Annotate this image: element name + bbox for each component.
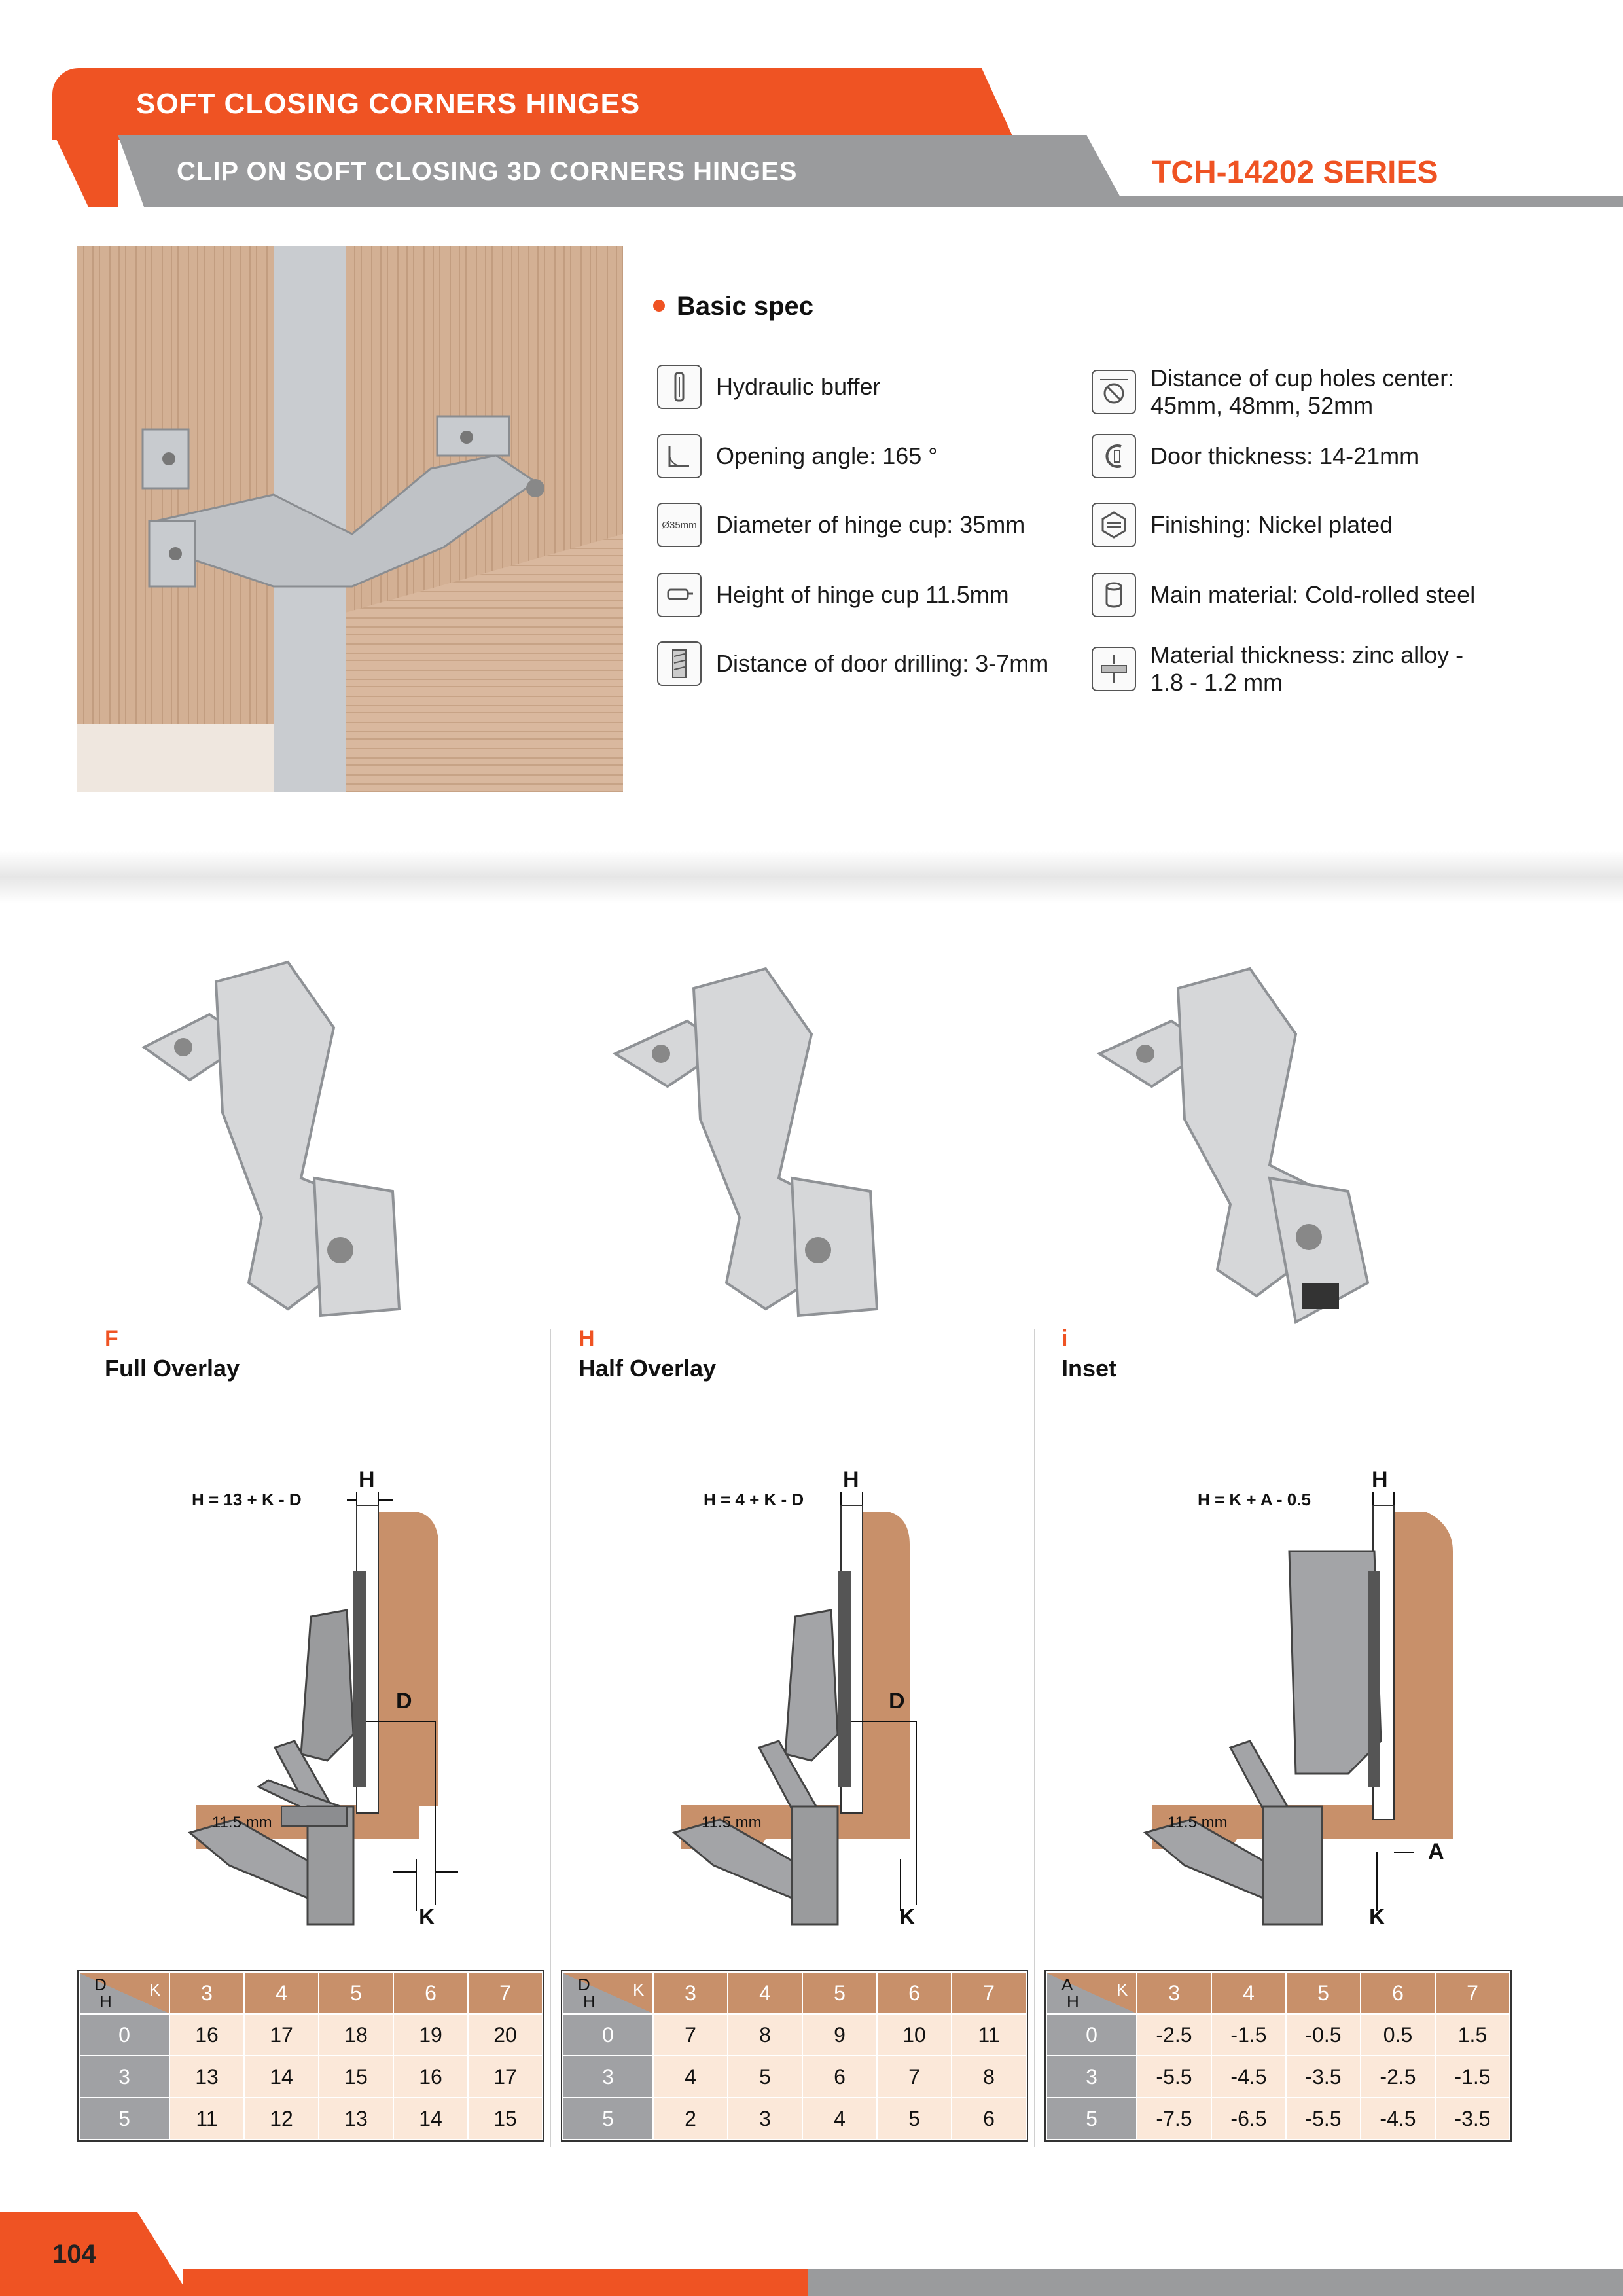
table-row (79, 2098, 543, 2140)
table-cell: 8 (728, 2014, 802, 2056)
spec-item-material: Main material: Cold-rolled steel (1092, 573, 1475, 617)
table-col-header: 6 (393, 1972, 468, 2014)
table-cell: 15 (468, 2098, 543, 2140)
table-cell: -3.5 (1435, 2098, 1510, 2140)
variant-letter-i: i (1061, 1326, 1068, 1351)
table-cell: -1.5 (1211, 2014, 1286, 2056)
cup-holes-icon (1092, 370, 1136, 414)
table-cell: 20 (468, 2014, 543, 2056)
footer-grey-bar (808, 2269, 1623, 2296)
footer-orange-bar (183, 2269, 808, 2296)
formula-text: H = 13 + K - D (192, 1490, 302, 1509)
table-col-header: 3 (169, 1972, 244, 2014)
page-subtitle: CLIP ON SOFT CLOSING 3D CORNERS HINGES (177, 157, 798, 186)
table-cell: 7 (653, 2014, 728, 2056)
table-cell: 5 (877, 2098, 952, 2140)
formula-text: H = K + A - 0.5 (1198, 1490, 1311, 1509)
table-cell: 19 (393, 2014, 468, 2056)
cup-height-label: 11.5 mm (212, 1814, 272, 1831)
table-row (563, 2098, 1026, 2140)
table-col-header: 7 (1435, 1972, 1510, 2014)
table-cell: -0.5 (1286, 2014, 1361, 2056)
table-cell: -4.5 (1211, 2056, 1286, 2098)
table-corner-header (563, 1972, 653, 2014)
diagram-full-overlay (131, 1466, 589, 1937)
table-cell: -3.5 (1286, 2056, 1361, 2098)
variant-letter-f: F (105, 1326, 118, 1351)
material-thickness-text-2: 1.8 - 1.2 mm (1150, 669, 1283, 696)
h-label: H (99, 1992, 112, 2011)
table-cell: 3 (728, 2098, 802, 2140)
h-label: H (1067, 1992, 1079, 2011)
row-var-label: A (1061, 1975, 1073, 1994)
table-cell: 11 (169, 2098, 244, 2140)
table-cell: 6 (952, 2098, 1026, 2140)
page-number: 104 (52, 2240, 96, 2269)
table-col-header: 4 (244, 1972, 319, 2014)
table-cell: -7.5 (1137, 2098, 1211, 2140)
table-cell: -1.5 (1435, 2056, 1510, 2098)
table-cell: 5 (728, 2056, 802, 2098)
spec-item-cup-height: Height of hinge cup 11.5mm (657, 573, 1009, 617)
variant-name-inset: Inset (1061, 1355, 1117, 1382)
series-label: TCH-14202 SERIES (1152, 155, 1438, 190)
hinge-photo-half-overlay (602, 942, 995, 1335)
table-row-header: 3 (1046, 2056, 1137, 2098)
col-var-label: K (1116, 1980, 1128, 2000)
header-grey-rule (1113, 196, 1623, 207)
spec-item-hydraulic: Hydraulic buffer (657, 365, 880, 409)
table-cell: 16 (169, 2014, 244, 2056)
table-row (79, 2014, 543, 2056)
table-row-header: 5 (563, 2098, 653, 2140)
table-col-header: 5 (1286, 1972, 1361, 2014)
table-col-header: 3 (1137, 1972, 1211, 2014)
h-label: H (583, 1992, 596, 2011)
table-cell: 17 (244, 2014, 319, 2056)
spec-table (1044, 1970, 1512, 2142)
spec-item-door-thickness: Door thickness: 14-21mm (1092, 434, 1419, 478)
dim-h-label: H (359, 1467, 375, 1492)
table-cell: 18 (319, 2014, 393, 2056)
cup-diameter-icon: Ø35mm (657, 503, 702, 547)
cup-holes-text-2: 45mm, 48mm, 52mm (1150, 392, 1374, 419)
row-var-label: D (578, 1975, 590, 1994)
table-cell: 13 (169, 2056, 244, 2098)
table-col-header: 6 (877, 1972, 952, 2014)
table-cell: -2.5 (1137, 2014, 1211, 2056)
table-cell: 15 (319, 2056, 393, 2098)
table-cell: 17 (468, 2056, 543, 2098)
table-col-header: 4 (728, 1972, 802, 2014)
dim-a-label: A (1428, 1839, 1444, 1864)
opening-angle-icon (657, 434, 702, 478)
table-cell: 1.5 (1435, 2014, 1510, 2056)
table-row (563, 2014, 1026, 2056)
table-cell: -4.5 (1361, 2098, 1435, 2140)
material-thickness-text-1: Material thickness: zinc alloy - (1150, 641, 1464, 668)
table-cell: 13 (319, 2098, 393, 2140)
table-row-header: 3 (79, 2056, 169, 2098)
section-divider-shadow (0, 851, 1623, 903)
table-cell: 2 (653, 2098, 728, 2140)
header-orange-tab (52, 131, 118, 207)
table-corner-header (1046, 1972, 1137, 2014)
product-photo (77, 246, 623, 792)
hinge-photo-inset (1086, 942, 1479, 1335)
dim-h-label: H (1372, 1467, 1388, 1492)
table-cell: 7 (877, 2056, 952, 2098)
col-var-label: K (149, 1980, 161, 2000)
bullet-dot (653, 300, 665, 312)
dim-k-label: K (419, 1905, 435, 1929)
variant-name-full-overlay: Full Overlay (105, 1355, 240, 1382)
table-cell: 8 (952, 2056, 1026, 2098)
table-cell: 10 (877, 2014, 952, 2056)
cup-height-icon (657, 573, 702, 617)
dim-h-label: H (843, 1467, 859, 1492)
material-icon (1092, 573, 1136, 617)
table-row-header: 0 (563, 2014, 653, 2056)
table-cell: 14 (393, 2098, 468, 2140)
spec-item-material-thickness (1092, 641, 1463, 696)
table-cell: 4 (802, 2098, 877, 2140)
hinge-photo-full-overlay (118, 942, 510, 1335)
page-title: SOFT CLOSING CORNERS HINGES (136, 88, 641, 120)
dim-d-label: D (889, 1689, 905, 1713)
table-row-header: 5 (1046, 2098, 1137, 2140)
table-cell: -5.5 (1137, 2056, 1211, 2098)
spec-item-cup-holes (1092, 365, 1454, 420)
finishing-icon (1092, 503, 1136, 547)
table-row (1046, 2014, 1510, 2056)
dim-d-label: D (396, 1689, 412, 1713)
variant-name-half-overlay: Half Overlay (579, 1355, 717, 1382)
spec-table (561, 1970, 1028, 2142)
table-corner-header (79, 1972, 169, 2014)
row-var-label: D (94, 1975, 107, 1994)
cup-height-label: 11.5 mm (1168, 1814, 1228, 1831)
table-col-header: 7 (952, 1972, 1026, 2014)
table-row-header: 5 (79, 2098, 169, 2140)
table-row-header: 0 (1046, 2014, 1137, 2056)
table-cell: 14 (244, 2056, 319, 2098)
table-col-header: 7 (468, 1972, 543, 2014)
table-row (563, 2056, 1026, 2098)
formula-text: H = 4 + K - D (704, 1490, 804, 1509)
material-thickness-icon (1092, 647, 1136, 691)
spec-item-finishing: Finishing: Nickel plated (1092, 503, 1393, 547)
table-cell: 11 (952, 2014, 1026, 2056)
hydraulic-buffer-icon (657, 365, 702, 409)
spec-table (77, 1970, 544, 2142)
dim-k-label: K (899, 1905, 916, 1929)
table-cell: -2.5 (1361, 2056, 1435, 2098)
table-row-header: 0 (79, 2014, 169, 2056)
table-col-header: 5 (319, 1972, 393, 2014)
table-cell: 6 (802, 2056, 877, 2098)
table-cell: 9 (802, 2014, 877, 2056)
spec-item-opening-angle: Opening angle: 165 ° (657, 434, 938, 478)
table-row (1046, 2098, 1510, 2140)
diagram-inset (1086, 1466, 1544, 1937)
table-cell: 0.5 (1361, 2014, 1435, 2056)
spec-item-cup-diameter: Ø35mm Diameter of hinge cup: 35mm (657, 503, 1025, 547)
table-col-header: 5 (802, 1972, 877, 2014)
variant-letter-h: H (579, 1326, 595, 1351)
diagram-half-overlay (615, 1466, 1073, 1937)
col-var-label: K (633, 1980, 645, 2000)
table-row (79, 2056, 543, 2098)
table-row-header: 3 (563, 2056, 653, 2098)
door-drilling-icon (657, 641, 702, 686)
table-cell: 12 (244, 2098, 319, 2140)
table-cell: 16 (393, 2056, 468, 2098)
table-cell: -5.5 (1286, 2098, 1361, 2140)
table-row (1046, 2056, 1510, 2098)
table-col-header: 6 (1361, 1972, 1435, 2014)
door-thickness-icon (1092, 434, 1136, 478)
table-col-header: 4 (1211, 1972, 1286, 2014)
table-cell: 4 (653, 2056, 728, 2098)
cup-holes-text-1: Distance of cup holes center: (1150, 365, 1455, 391)
dim-k-label: K (1369, 1905, 1385, 1929)
spec-item-door-drilling: Distance of door drilling: 3-7mm (657, 641, 1048, 686)
table-col-header: 3 (653, 1972, 728, 2014)
cup-height-label: 11.5 mm (702, 1814, 762, 1831)
table-cell: -6.5 (1211, 2098, 1286, 2140)
spec-title: Basic spec (677, 292, 814, 321)
